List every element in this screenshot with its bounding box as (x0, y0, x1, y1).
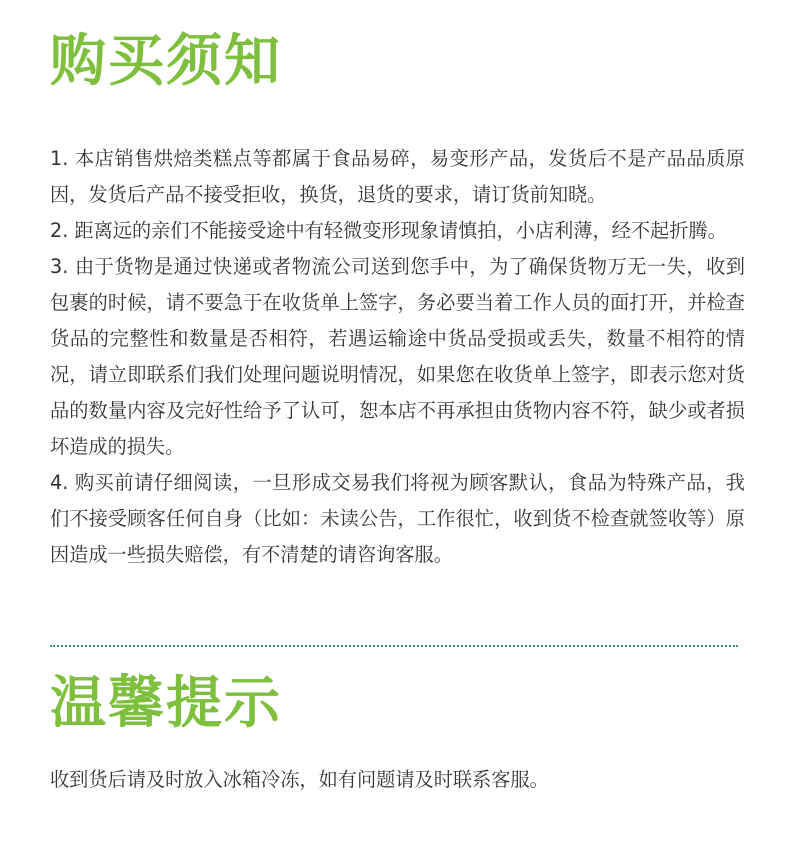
purchase-notice-list (50, 141, 745, 573)
section-divider (50, 645, 738, 647)
warm-tips-text: 收到货后请及时放入冰箱冷冻，如有问题请及时联系客服。 (50, 768, 549, 791)
purchase-notice-title: 购买须知 (50, 29, 282, 94)
notice-item-4: 4. 购买前请仔细阅读，一旦形成交易我们将视为顾客默认，食品为特殊产品，我们不接受顾客任何自身（比如：未读公告，工作很忙，收到货不检查就签收等）原因造成一些损失赔偿，有不清楚的请咨询客服。 (50, 471, 745, 566)
warm-tips-title: 温馨提示 (50, 671, 282, 736)
notice-item-1: 1. 本店销售烘焙类糕点等都属于食品易碎，易变形产品，发货后不是产品品质原因，发货后产品不接受拒收，换货，退货的要求，请订货前知晓。 (50, 147, 745, 206)
notice-item-2: 2. 距离远的亲们不能接受途中有轻微变形现象请慎拍，小店利薄，经不起折腾。 (50, 219, 727, 242)
notice-item-3: 3. 由于货物是通过快递或者物流公司送到您手中，为了确保货物万无一失，收到包裹的时候，请不要急于在收货单上签字，务必要当着工作人员的面打开，并检查货品的完整性和数量是否相符，若遇运输途中货品受损或丢失，数量不相符的情况，请立即联系们我们处理问题说明情况，如果您在收货单上签字，即表示您对货品的数量内容及完好性给予了认可，恕本店不再承担由货物内容不符，缺少或者损坏造成的损失。 (50, 255, 745, 458)
